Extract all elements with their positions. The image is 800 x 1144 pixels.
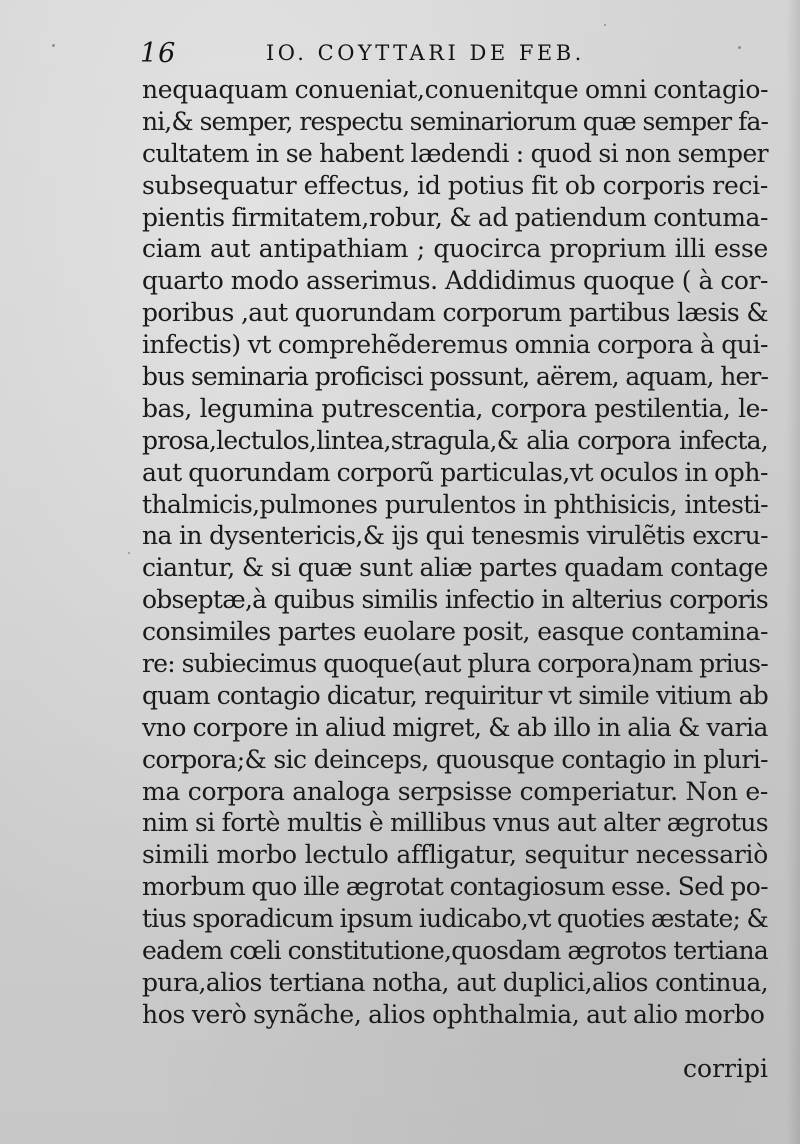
running-title: IO. COYTTARI DE FEB. [266, 41, 585, 65]
text-line: na in dysentericis,& ijs qui tenesmis virulẽtis excru- [142, 521, 768, 551]
text-line: ma corpora analoga serpsisse comperiatur. Non e- [142, 776, 768, 806]
page-edge-shadow [786, 0, 800, 1144]
text-line: infectis) vt comprehẽderemus omnia corpora à qui- [142, 330, 768, 360]
text-line: ciantur, & si quæ sunt aliæ partes quadam contage [142, 553, 768, 583]
text-line: corpora;& sic deinceps, quousque contagio in pluri- [142, 744, 768, 774]
text-line: quam contagio dicatur, requiritur vt simile vitium ab [142, 680, 768, 710]
text-line: morbum quo ille ægrotat contagiosum esse. Sed po- [142, 872, 768, 902]
text-line: re: subiecimus quoque(aut plura corpora)nam prius- [142, 649, 768, 679]
text-line: tius sporadicum ipsum iudicabo,vt quoties æstate; & [142, 904, 768, 934]
text-line: obseptæ,à quibus similis infectio in alterius corporis [142, 585, 768, 615]
text-line: aut quorundam corporũ particulas,vt oculos in oph- [142, 457, 768, 487]
text-line: subsequatur effectus, id potius fit ob corporis reci- [142, 170, 768, 200]
text-line: ni,& semper, respectu seminariorum quæ semper fa- [142, 106, 768, 136]
text-line: thalmicis,pulmones purulentos in phthisicis, intesti- [142, 489, 768, 519]
text-line: bas, legumina putrescentia, corpora pestilentia, le- [142, 393, 768, 423]
text-line: pura,alios tertiana notha, aut duplici,alios continua, [142, 967, 768, 997]
text-line: pientis firmitatem,robur, & ad patiendum contuma- [142, 202, 768, 232]
text-line: ciam aut antipathiam ; quocirca proprium illi esse [142, 234, 768, 264]
text-line: poribus ,aut quorundam corporum partibus læsis & [142, 298, 768, 328]
text-line: vno corpore in aliud migret, & ab illo in alia & varia [142, 712, 768, 742]
body-text [142, 74, 768, 1031]
text-line: nequaquam conueniat,conuenitque omni contagio- [142, 75, 769, 104]
ink-speck [52, 44, 55, 47]
text-line: prosa,lectulos,lintea,stragula,& alia corpora infecta, [142, 425, 768, 455]
text-line: quarto modo asserimus. Addidimus quoque ( à cor- [142, 266, 768, 296]
ink-speck [604, 24, 606, 26]
text-line: eadem cœli constitutione,quosdam ægrotos tertiana [142, 936, 768, 966]
page-number: 16 [140, 38, 177, 69]
running-head [140, 38, 760, 68]
text-line: simili morbo lectulo affligatur, sequitur necessariò [142, 840, 768, 870]
catchword: corripi [683, 1054, 768, 1083]
text-line: nim si fortè multis è millibus vnus aut alter ægrotus [142, 808, 768, 838]
text-line: hos verò synãche, alios ophthalmia, aut alio morbo [142, 999, 765, 1029]
text-line: consimiles partes euolare posit, easque contamina- [142, 617, 768, 647]
text-line: bus seminaria proficisci possunt, aërem, aquam, her- [142, 362, 768, 392]
ink-speck [128, 552, 130, 554]
text-line: cultatem in se habent lædendi : quod si non semper [142, 138, 768, 168]
